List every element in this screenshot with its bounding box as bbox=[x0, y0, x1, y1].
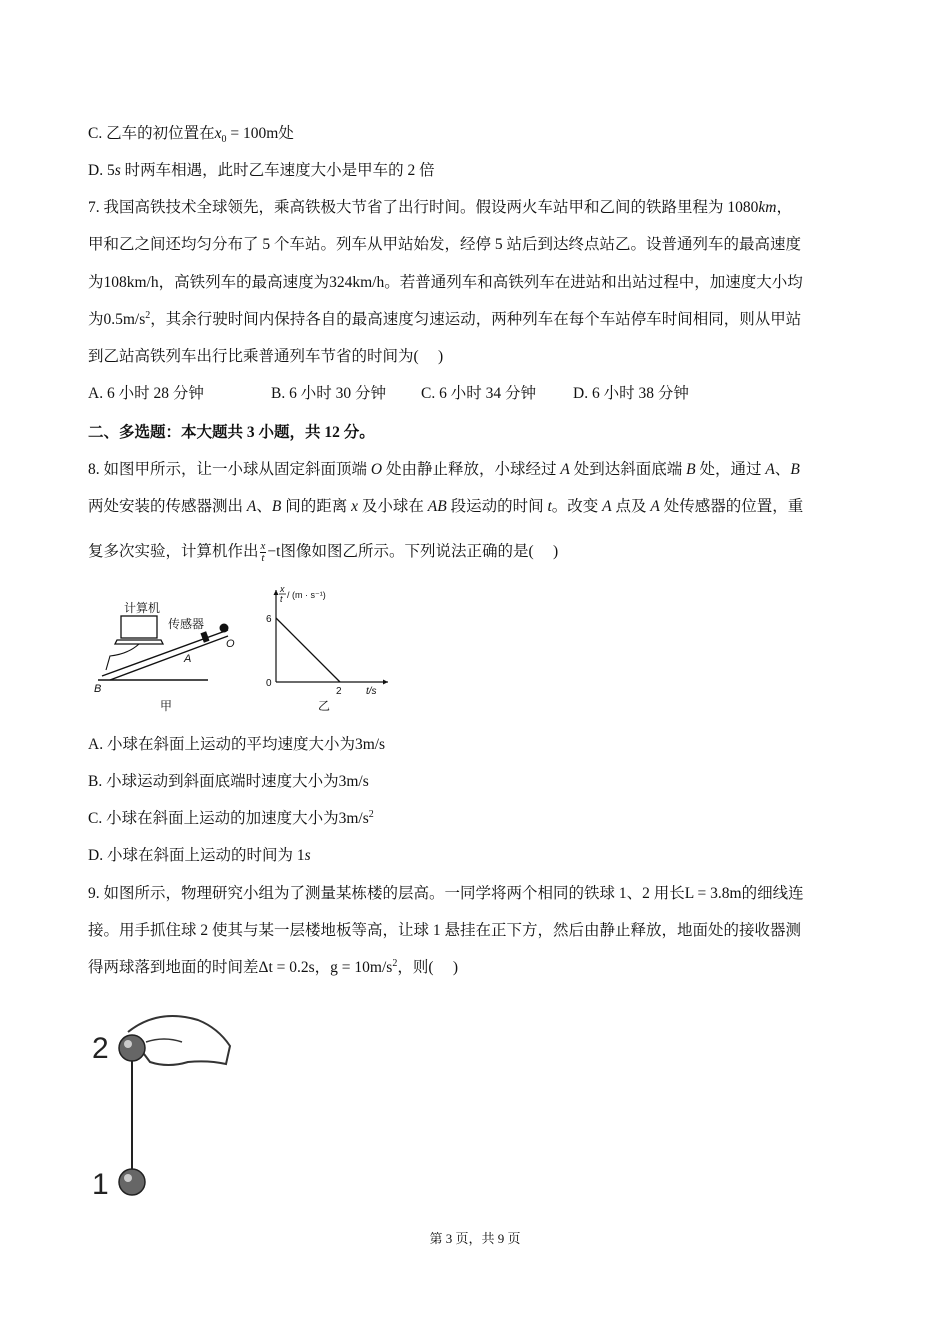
q8-option-a: A. 小球在斜面上运动的平均速度大小为3m/s bbox=[88, 736, 386, 753]
q7-line-5: 到乙站高铁列车出行比乘普通列车节省的时间为( ) bbox=[88, 348, 444, 365]
label-b: B bbox=[94, 683, 102, 695]
q6-option-c: C. 乙车的初位置在$x_0 = 100m$处 bbox=[88, 125, 294, 146]
label-a: A bbox=[184, 653, 192, 665]
section-heading: 二、多选题：本大题共 3 小题，共 12 分。 bbox=[88, 424, 375, 441]
figure-yi-chart bbox=[256, 582, 396, 718]
computer-keyboard bbox=[115, 640, 163, 644]
tick-0: 0 bbox=[266, 678, 272, 689]
caption-jia: 甲 bbox=[160, 699, 173, 713]
q7-line-2: 甲和乙之间还均匀分布了 5 个车站。列车从甲站始发，经停 5 站后到达终点站乙。设普通列车的最高速度 bbox=[88, 236, 802, 253]
q7-option-c: C. 6 小时 34 分钟 bbox=[421, 385, 536, 402]
y-axis-arrow bbox=[274, 590, 279, 595]
ball-2-highlight bbox=[124, 1040, 132, 1048]
sensor-a bbox=[200, 631, 209, 642]
q8-option-d: D. 小球在斜面上运动的时间为 1s bbox=[88, 847, 311, 864]
q7-option-b: B. 6 小时 30 分钟 bbox=[271, 385, 386, 402]
q8-line-3: 复多次实验，计算机作出 $\frac{x}{t}$ −t图像如图乙所示。下列说法正确的是( ) bbox=[88, 540, 559, 564]
q7-option-d: D. 6 小时 38 分钟 bbox=[573, 385, 689, 402]
y-axis-unit: / (m · s⁻¹) bbox=[287, 590, 326, 600]
page-footer: 第 3 页，共 9 页 bbox=[429, 1231, 521, 1246]
caption-yi: 乙 bbox=[318, 699, 331, 713]
hand-finger-line bbox=[146, 1039, 182, 1042]
label-o: O bbox=[226, 638, 235, 650]
computer-screen bbox=[121, 616, 157, 638]
q9-line-2: 接。用手抓住球 2 使其与某一层楼地板等高，让球 1 悬挂在正下方，然后由静止释放，地面处的接收器测 bbox=[88, 922, 802, 939]
figure-jia-incline bbox=[88, 584, 248, 718]
incline-bottom bbox=[110, 636, 228, 680]
x-axis-label: t/s bbox=[366, 686, 377, 697]
q7-option-a: A. 6 小时 28 分钟 bbox=[88, 385, 204, 402]
ball-at-o bbox=[220, 624, 229, 633]
sensor-cable bbox=[106, 644, 139, 670]
q7-line-1: 7. 我国高铁技术全球领先，乘高铁极大节省了出行时间。假设两火车站甲和乙间的铁路里程为 1080km， bbox=[88, 199, 792, 216]
q6-option-d: D. 5s 时两车相遇，此时乙车速度大小是甲车的 2 倍 bbox=[88, 162, 435, 179]
y-label-den: t bbox=[280, 594, 283, 604]
computer-label: 计算机 bbox=[124, 601, 161, 615]
q7-options bbox=[88, 384, 689, 404]
tick-6: 6 bbox=[266, 614, 272, 625]
sensor-label: 传感器 bbox=[168, 617, 205, 631]
q8-option-c: C. 小球在斜面上运动的加速度大小为$3m/s^2$ bbox=[88, 808, 374, 827]
q8-option-b: B. 小球运动到斜面底端时速度大小为3m/s bbox=[88, 773, 369, 790]
x-over-t-fraction: $\frac{x}{t}$ bbox=[260, 540, 266, 564]
y-label-num: x bbox=[280, 584, 285, 594]
tick-2: 2 bbox=[336, 686, 342, 697]
ball-1-label: 1 bbox=[92, 1168, 109, 1201]
q8-line-1: 8. 如图甲所示，让一小球从固定斜面顶端 O 处由静止释放，小球经过 A 处到达斜面底端 B 处，通过 A、B bbox=[88, 461, 800, 478]
q9-line-1: 9. 如图所示，物理研究小组为了测量某栋楼的层高。一同学将两个相同的铁球 1、2 用长L = 3.8m的细线连 bbox=[88, 885, 804, 902]
q7-line-3: 为108km/h，高铁列车的最高速度为324km/h。若普通列车和高铁列车在进站和出站过程中，加速度大小均 bbox=[88, 274, 803, 291]
figure-two-balls bbox=[88, 1002, 238, 1202]
ball-1-highlight bbox=[124, 1174, 132, 1182]
q8-line-2: 两处安装的传感器测出 A、B 间的距离 x 及小球在 AB 段运动的时间 t。改变 A 点及 A 处传感器的位置，重 bbox=[88, 498, 804, 515]
series-line bbox=[276, 618, 340, 682]
ball-2-label: 2 bbox=[92, 1032, 109, 1065]
x-axis-arrow bbox=[383, 680, 388, 685]
ball-1 bbox=[119, 1169, 145, 1195]
ball-2 bbox=[119, 1035, 145, 1061]
q9-line-3: 得两球落到地面的时间差Δt = 0.2s，$g = 10m/s^2$，则( ) bbox=[88, 957, 459, 976]
q7-line-4: 为$0.5m/s^2$，其余行驶时间内保持各自的最高速度匀速运动，两种列车在每个车站停车时间相同，则从甲站 bbox=[88, 309, 802, 328]
